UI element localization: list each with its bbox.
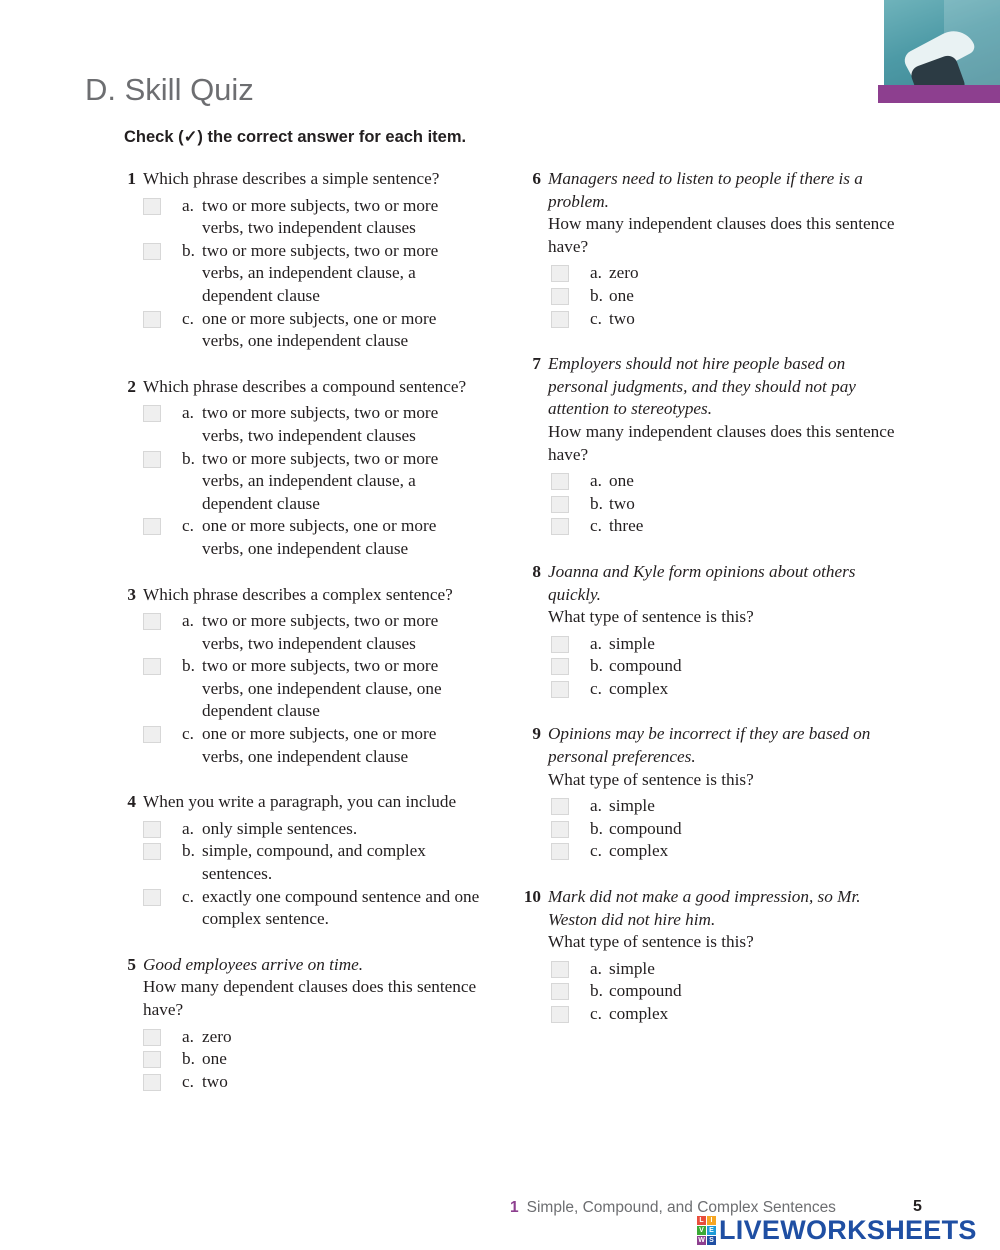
option-letter: b.: [590, 285, 603, 305]
logo-tile: I: [707, 1216, 716, 1225]
question-number: 7: [532, 354, 541, 374]
answer-option[interactable]: [110, 1026, 480, 1049]
option-letter: c.: [182, 516, 194, 536]
option-text: exactly one compound sentence and one complex sentence.: [202, 886, 480, 929]
option-letter: c.: [590, 308, 602, 328]
answer-option[interactable]: [110, 402, 480, 447]
question-8: [515, 561, 895, 701]
watermark-text: LIVEWORKSHEETS: [719, 1214, 977, 1245]
answer-option[interactable]: [110, 818, 480, 841]
option-text: one or more subjects, one or more verbs, one independent clause: [202, 516, 437, 558]
option-text: simple: [609, 633, 655, 653]
answer-option[interactable]: [515, 795, 895, 818]
answer-checkbox[interactable]: [551, 518, 569, 535]
option-text: one: [609, 471, 634, 491]
header-accent-bar: [878, 85, 1000, 103]
answer-checkbox[interactable]: [551, 265, 569, 282]
question-1: [110, 168, 480, 353]
example-sentence: Mark did not make a good impression, so Mr. Weston did not hire him.: [548, 887, 861, 929]
option-letter: b.: [182, 448, 195, 468]
option-text: two: [609, 493, 635, 513]
option-text: zero: [609, 263, 639, 283]
question-number: 8: [532, 561, 541, 581]
option-letter: a.: [590, 633, 602, 653]
option-text: two or more subjects, two or more verbs, an independent clause, a dependent clause: [202, 448, 439, 513]
answer-options: [110, 402, 480, 560]
footer-chapter-title: Simple, Compound, and Complex Sentences: [526, 1199, 836, 1216]
option-text: two or more subjects, two or more verbs, two independent clauses: [202, 403, 439, 445]
option-letter: a.: [590, 796, 602, 816]
question-number: 5: [127, 954, 136, 974]
logo-tile: S: [707, 1236, 716, 1245]
option-text: two or more subjects, two or more verbs, an independent clause, a dependent clause: [202, 240, 439, 305]
answer-option[interactable]: [515, 958, 895, 981]
question-number: 4: [127, 792, 136, 812]
answer-checkbox[interactable]: [143, 311, 161, 328]
option-text: one or more subjects, one or more verbs, one independent clause: [202, 724, 437, 766]
option-letter: c.: [590, 516, 602, 536]
option-letter: b.: [182, 1049, 195, 1069]
option-letter: a.: [182, 195, 194, 215]
answer-checkbox[interactable]: [551, 473, 569, 490]
answer-checkbox[interactable]: [551, 843, 569, 860]
option-letter: b.: [182, 240, 195, 260]
answer-options: [110, 610, 480, 768]
question-text: Which phrase describes a complex sentence?: [143, 584, 453, 604]
option-letter: b.: [590, 656, 603, 676]
question-text: What type of sentence is this?: [548, 607, 754, 627]
answer-checkbox[interactable]: [551, 288, 569, 305]
option-text: complex: [609, 841, 669, 861]
option-text: complex: [609, 678, 669, 698]
question-number: 1: [127, 169, 136, 188]
answer-option[interactable]: [515, 493, 895, 516]
option-letter: b.: [590, 981, 603, 1001]
answer-checkbox[interactable]: [551, 821, 569, 838]
answer-option[interactable]: [515, 818, 895, 841]
question-stem: [515, 723, 895, 791]
option-text: compound: [609, 656, 682, 676]
question-number: 10: [523, 887, 541, 907]
question-stem: [515, 886, 895, 954]
option-letter: b.: [182, 656, 195, 676]
option-letter: b.: [590, 493, 603, 513]
logo-tile: L: [697, 1216, 706, 1225]
answer-option[interactable]: [110, 886, 480, 931]
question-9: [515, 723, 895, 863]
answer-options: [110, 195, 480, 353]
instructions: Check (✓) the correct answer for each item.: [124, 128, 467, 146]
question-text: How many independent clauses does this sentence have?: [548, 214, 895, 256]
answer-option[interactable]: [515, 308, 895, 331]
question-2: [110, 376, 480, 561]
option-letter: a.: [590, 263, 602, 283]
logo-tile: V: [697, 1226, 706, 1235]
answer-options: [110, 1026, 480, 1094]
answer-option[interactable]: [110, 655, 480, 723]
answer-checkbox[interactable]: [551, 681, 569, 698]
option-letter: b.: [590, 818, 603, 838]
question-text: What type of sentence is this?: [548, 769, 754, 789]
answer-option[interactable]: [110, 448, 480, 516]
answer-checkbox[interactable]: [143, 821, 161, 838]
question-text: How many independent clauses does this sentence have?: [548, 421, 895, 464]
option-letter: c.: [590, 1004, 602, 1023]
question-stem: [515, 168, 895, 258]
answer-checkbox[interactable]: [143, 613, 161, 630]
answer-option[interactable]: [515, 678, 895, 701]
answer-checkbox[interactable]: [551, 311, 569, 328]
answer-option[interactable]: [110, 610, 480, 655]
answer-checkbox[interactable]: [551, 496, 569, 513]
question-stem: [110, 584, 480, 607]
option-letter: a.: [182, 1026, 194, 1046]
question-6: [515, 168, 895, 330]
question-stem: [110, 954, 480, 1022]
option-text: simple: [609, 796, 655, 816]
example-sentence: Good employees arrive on time.: [143, 954, 364, 974]
question-stem: [515, 353, 895, 466]
question-text: How many dependent clauses does this sentence have?: [143, 977, 477, 1019]
option-text: simple: [609, 958, 655, 978]
question-number: 3: [127, 584, 136, 604]
answer-options: [110, 818, 480, 931]
answer-checkbox[interactable]: [143, 726, 161, 743]
option-text: one or more subjects, one or more verbs, one independent clause: [202, 308, 437, 351]
question-stem: [110, 791, 480, 814]
answer-option[interactable]: [515, 262, 895, 285]
option-letter: b.: [182, 841, 195, 861]
option-letter: a.: [590, 958, 602, 978]
answer-checkbox[interactable]: [551, 658, 569, 675]
example-sentence: Employers should not hire people based on personal judgments, and they should not pay attention to stereotypes.: [548, 354, 856, 419]
option-text: only simple sentences.: [202, 818, 358, 838]
option-letter: a.: [182, 818, 194, 838]
answer-option[interactable]: [110, 515, 480, 560]
option-letter: c.: [590, 841, 602, 861]
option-text: one: [609, 285, 634, 305]
answer-options: [515, 795, 895, 863]
option-text: three: [609, 516, 644, 536]
option-text: complex: [609, 1004, 669, 1023]
answer-option[interactable]: [110, 1048, 480, 1071]
logo-tile: E: [707, 1226, 716, 1235]
question-text: When you write a paragraph, you can include: [143, 792, 457, 812]
question-stem: [110, 168, 480, 191]
answer-checkbox[interactable]: [143, 243, 161, 260]
option-letter: c.: [182, 308, 194, 328]
question-number: 9: [532, 724, 541, 744]
answer-checkbox[interactable]: [143, 1074, 161, 1091]
option-letter: a.: [182, 403, 194, 423]
answer-option[interactable]: [515, 633, 895, 656]
answer-checkbox[interactable]: [143, 405, 161, 422]
option-text: compound: [609, 818, 682, 838]
answer-checkbox[interactable]: [143, 1029, 161, 1046]
footer-chapter-number: 1: [510, 1199, 519, 1216]
option-text: simple, compound, and complex sentences.: [202, 841, 426, 884]
answer-option[interactable]: [110, 840, 480, 885]
answer-checkbox[interactable]: [143, 198, 161, 215]
answer-checkbox[interactable]: [143, 518, 161, 535]
answer-checkbox[interactable]: [143, 1051, 161, 1068]
answer-checkbox[interactable]: [551, 798, 569, 815]
header-photo: [884, 0, 1000, 97]
answer-options: [515, 633, 895, 701]
answer-option[interactable]: [110, 723, 480, 768]
page-title: D. Skill Quiz: [85, 72, 254, 107]
answer-checkbox[interactable]: [551, 961, 569, 978]
question-10: [515, 886, 895, 1026]
answer-options: [515, 470, 895, 538]
answer-option[interactable]: [515, 840, 895, 863]
option-text: zero: [202, 1026, 232, 1046]
question-text: Which phrase describes a simple sentence?: [143, 169, 440, 188]
answer-option[interactable]: [110, 308, 480, 353]
answer-option[interactable]: [110, 195, 480, 240]
answer-option[interactable]: [110, 1071, 480, 1094]
answer-options: [515, 958, 895, 1026]
answer-checkbox[interactable]: [143, 843, 161, 860]
example-sentence: Joanna and Kyle form opinions about others quickly.: [548, 561, 856, 604]
answer-checkbox[interactable]: [551, 1006, 569, 1023]
option-text: two or more subjects, two or more verbs, two independent clauses: [202, 195, 439, 238]
example-sentence: Managers need to listen to people if there is a problem.: [548, 169, 863, 211]
answer-option[interactable]: [110, 240, 480, 308]
option-letter: c.: [182, 1071, 194, 1091]
option-letter: c.: [182, 724, 194, 744]
answer-option[interactable]: [515, 1003, 895, 1026]
answer-checkbox[interactable]: [143, 889, 161, 906]
liveworksheets-watermark[interactable]: [697, 1213, 977, 1247]
answer-options: [515, 262, 895, 330]
option-letter: c.: [182, 886, 194, 906]
option-letter: a.: [590, 471, 602, 491]
answer-checkbox[interactable]: [143, 451, 161, 468]
page-number: 5: [913, 1198, 922, 1215]
answer-option[interactable]: [515, 980, 895, 1003]
question-number: 6: [532, 169, 541, 188]
answer-option[interactable]: [515, 655, 895, 678]
question-text: What type of sentence is this?: [548, 932, 754, 952]
question-5: [110, 954, 480, 1094]
liveworksheets-logo-icon: [697, 1216, 716, 1245]
right-question-column: [515, 168, 895, 1049]
question-text: Which phrase describes a compound sentence?: [143, 376, 467, 396]
answer-option[interactable]: [515, 285, 895, 308]
option-letter: a.: [182, 611, 194, 631]
option-text: two: [609, 308, 635, 328]
answer-checkbox[interactable]: [143, 658, 161, 675]
question-3: [110, 584, 480, 769]
question-4: [110, 791, 480, 931]
logo-tile: W: [698, 1236, 705, 1244]
answer-checkbox[interactable]: [551, 636, 569, 653]
example-sentence: Opinions may be incorrect if they are based on personal preferences.: [548, 724, 871, 767]
answer-checkbox[interactable]: [551, 983, 569, 1000]
option-text: compound: [609, 981, 682, 1001]
option-text: two or more subjects, two or more verbs, two independent clauses: [202, 611, 439, 653]
question-number: 2: [127, 376, 136, 396]
left-question-column: [110, 168, 480, 1116]
answer-option[interactable]: [515, 470, 895, 493]
question-stem: [110, 376, 480, 399]
option-text: one: [202, 1049, 227, 1069]
option-text: two: [202, 1071, 228, 1091]
option-text: two or more subjects, two or more verbs, one independent clause, one dependent clause: [202, 656, 442, 721]
question-7: [515, 353, 895, 538]
option-letter: c.: [590, 678, 602, 698]
question-stem: [515, 561, 895, 629]
answer-option[interactable]: [515, 515, 895, 538]
